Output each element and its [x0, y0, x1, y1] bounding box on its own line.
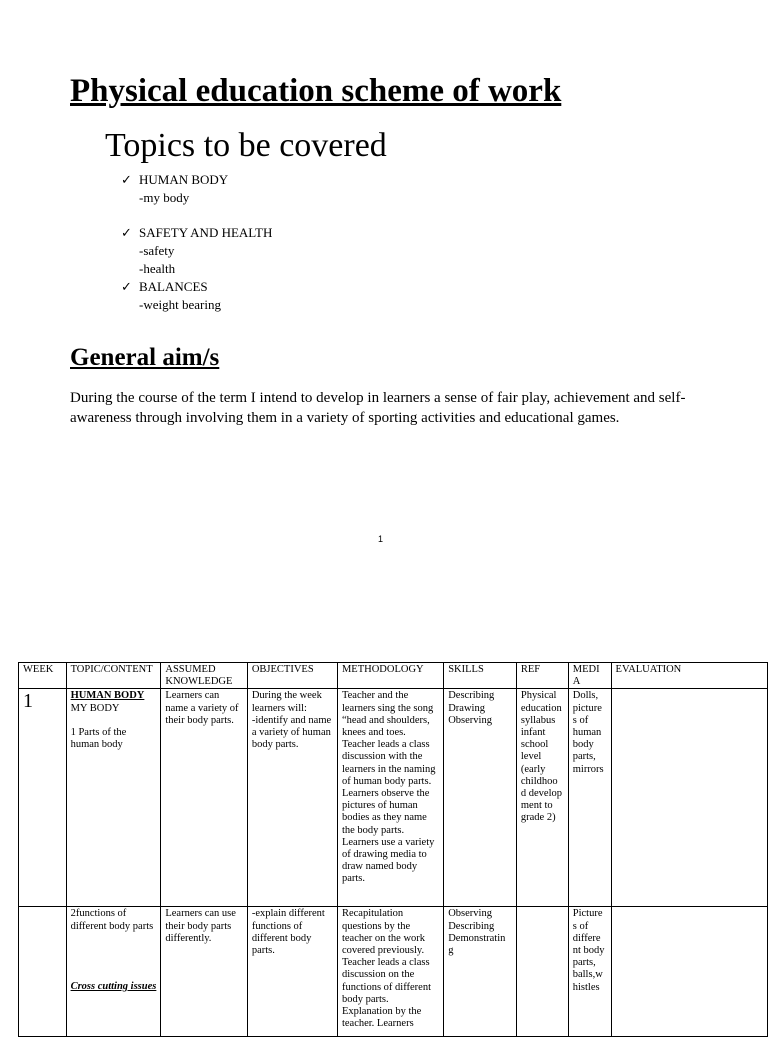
aim-paragraph: During the course of the term I intend to develop in learners a sense of fair play, achievement and self- awareness through involving them in a variety of sporting activities and educational games. — [70, 390, 686, 426]
header-week: WEEK — [19, 663, 67, 689]
objectives-cell: During the week learners will: -identify and name a variety of human body parts. — [247, 689, 337, 907]
topic-subitem: -my body — [139, 190, 190, 205]
header-methodology: METHODOLOGY — [337, 663, 443, 689]
header-skills: SKILLS — [444, 663, 517, 689]
topic-heading: HUMAN BODY — [70, 690, 145, 702]
checkmark-icon: ✓ — [121, 279, 132, 294]
document-title: Physical education scheme of work — [70, 73, 562, 109]
topics-heading: Topics to be covered — [105, 127, 387, 164]
topic-item: 2functions of different body parts — [70, 908, 154, 932]
media-cell: Picture s of differe nt body parts, balls,w histles — [568, 907, 611, 1037]
header-evaluation: EVALUATION — [611, 663, 767, 689]
topic-label: SAFETY AND HEALTH — [139, 225, 273, 240]
topic-subitem: -weight bearing — [139, 297, 221, 312]
table-row — [19, 907, 768, 1037]
header-knowledge: ASSUMED KNOWLEDGE — [161, 663, 247, 689]
topic-item — [121, 171, 272, 207]
header-media: MEDI A — [568, 663, 611, 689]
evaluation-cell — [611, 689, 767, 907]
skills-cell: Observing Describing Demonstratin g — [444, 907, 517, 1037]
evaluation-cell — [611, 907, 767, 1037]
checkmark-icon: ✓ — [121, 172, 132, 187]
checkmark-icon: ✓ — [121, 225, 132, 240]
topic-cell — [66, 907, 161, 1037]
topic-item — [121, 278, 272, 314]
objectives-cell: -explain different functions of different body parts. — [247, 907, 337, 1037]
page-number: 1 — [378, 534, 384, 544]
topic-cell — [66, 689, 161, 907]
topics-list — [121, 171, 272, 314]
table-row — [19, 689, 768, 907]
methodology-cell: Recapitulation questions by the teacher on the work covered previously. Teacher leads a class discussion on the functions of different body parts. Explanation by the teacher. Learners — [337, 907, 443, 1037]
skills-cell: Describing Drawing Observing — [444, 689, 517, 907]
header-objectives: OBJECTIVES — [247, 663, 337, 689]
header-topic: TOPIC/CONTENT — [66, 663, 161, 689]
topic-item: 1 Parts of the human body — [70, 726, 127, 751]
ref-cell: Physical education syllabus infant school level (early childhoo d develop ment to grade 2) — [516, 689, 568, 907]
week-cell: 1 — [19, 689, 67, 907]
ref-cell — [516, 907, 568, 1037]
header-ref: REF — [516, 663, 568, 689]
scheme-table — [18, 662, 768, 1037]
table-header-row — [19, 663, 768, 689]
topic-label: HUMAN BODY — [139, 172, 229, 187]
topic-sub: MY BODY — [70, 702, 120, 714]
topic-item — [121, 224, 272, 278]
media-cell: Dolls, picture s of human body parts, mirrors — [568, 689, 611, 907]
topic-label: BALANCES — [139, 279, 208, 294]
cross-cutting-heading: Cross cutting issues — [70, 980, 157, 992]
topic-subitem: -health — [139, 261, 176, 276]
methodology-cell: Teacher and the learners sing the song “head and shoulders, knees and toes. Teacher leads a class discussion with the learners in the naming of human body parts. Learners observe the pictures of human bodies as they name the body parts. Learners use a variety of drawing media to draw named body parts. — [337, 689, 443, 907]
aim-heading: General aim/s — [70, 344, 220, 371]
topic-subitem: -safety — [139, 243, 175, 258]
knowledge-cell: Learners can use their body parts differently. — [161, 907, 247, 1037]
knowledge-cell: Learners can name a variety of their body parts. — [161, 689, 247, 907]
week-cell — [19, 907, 67, 1037]
